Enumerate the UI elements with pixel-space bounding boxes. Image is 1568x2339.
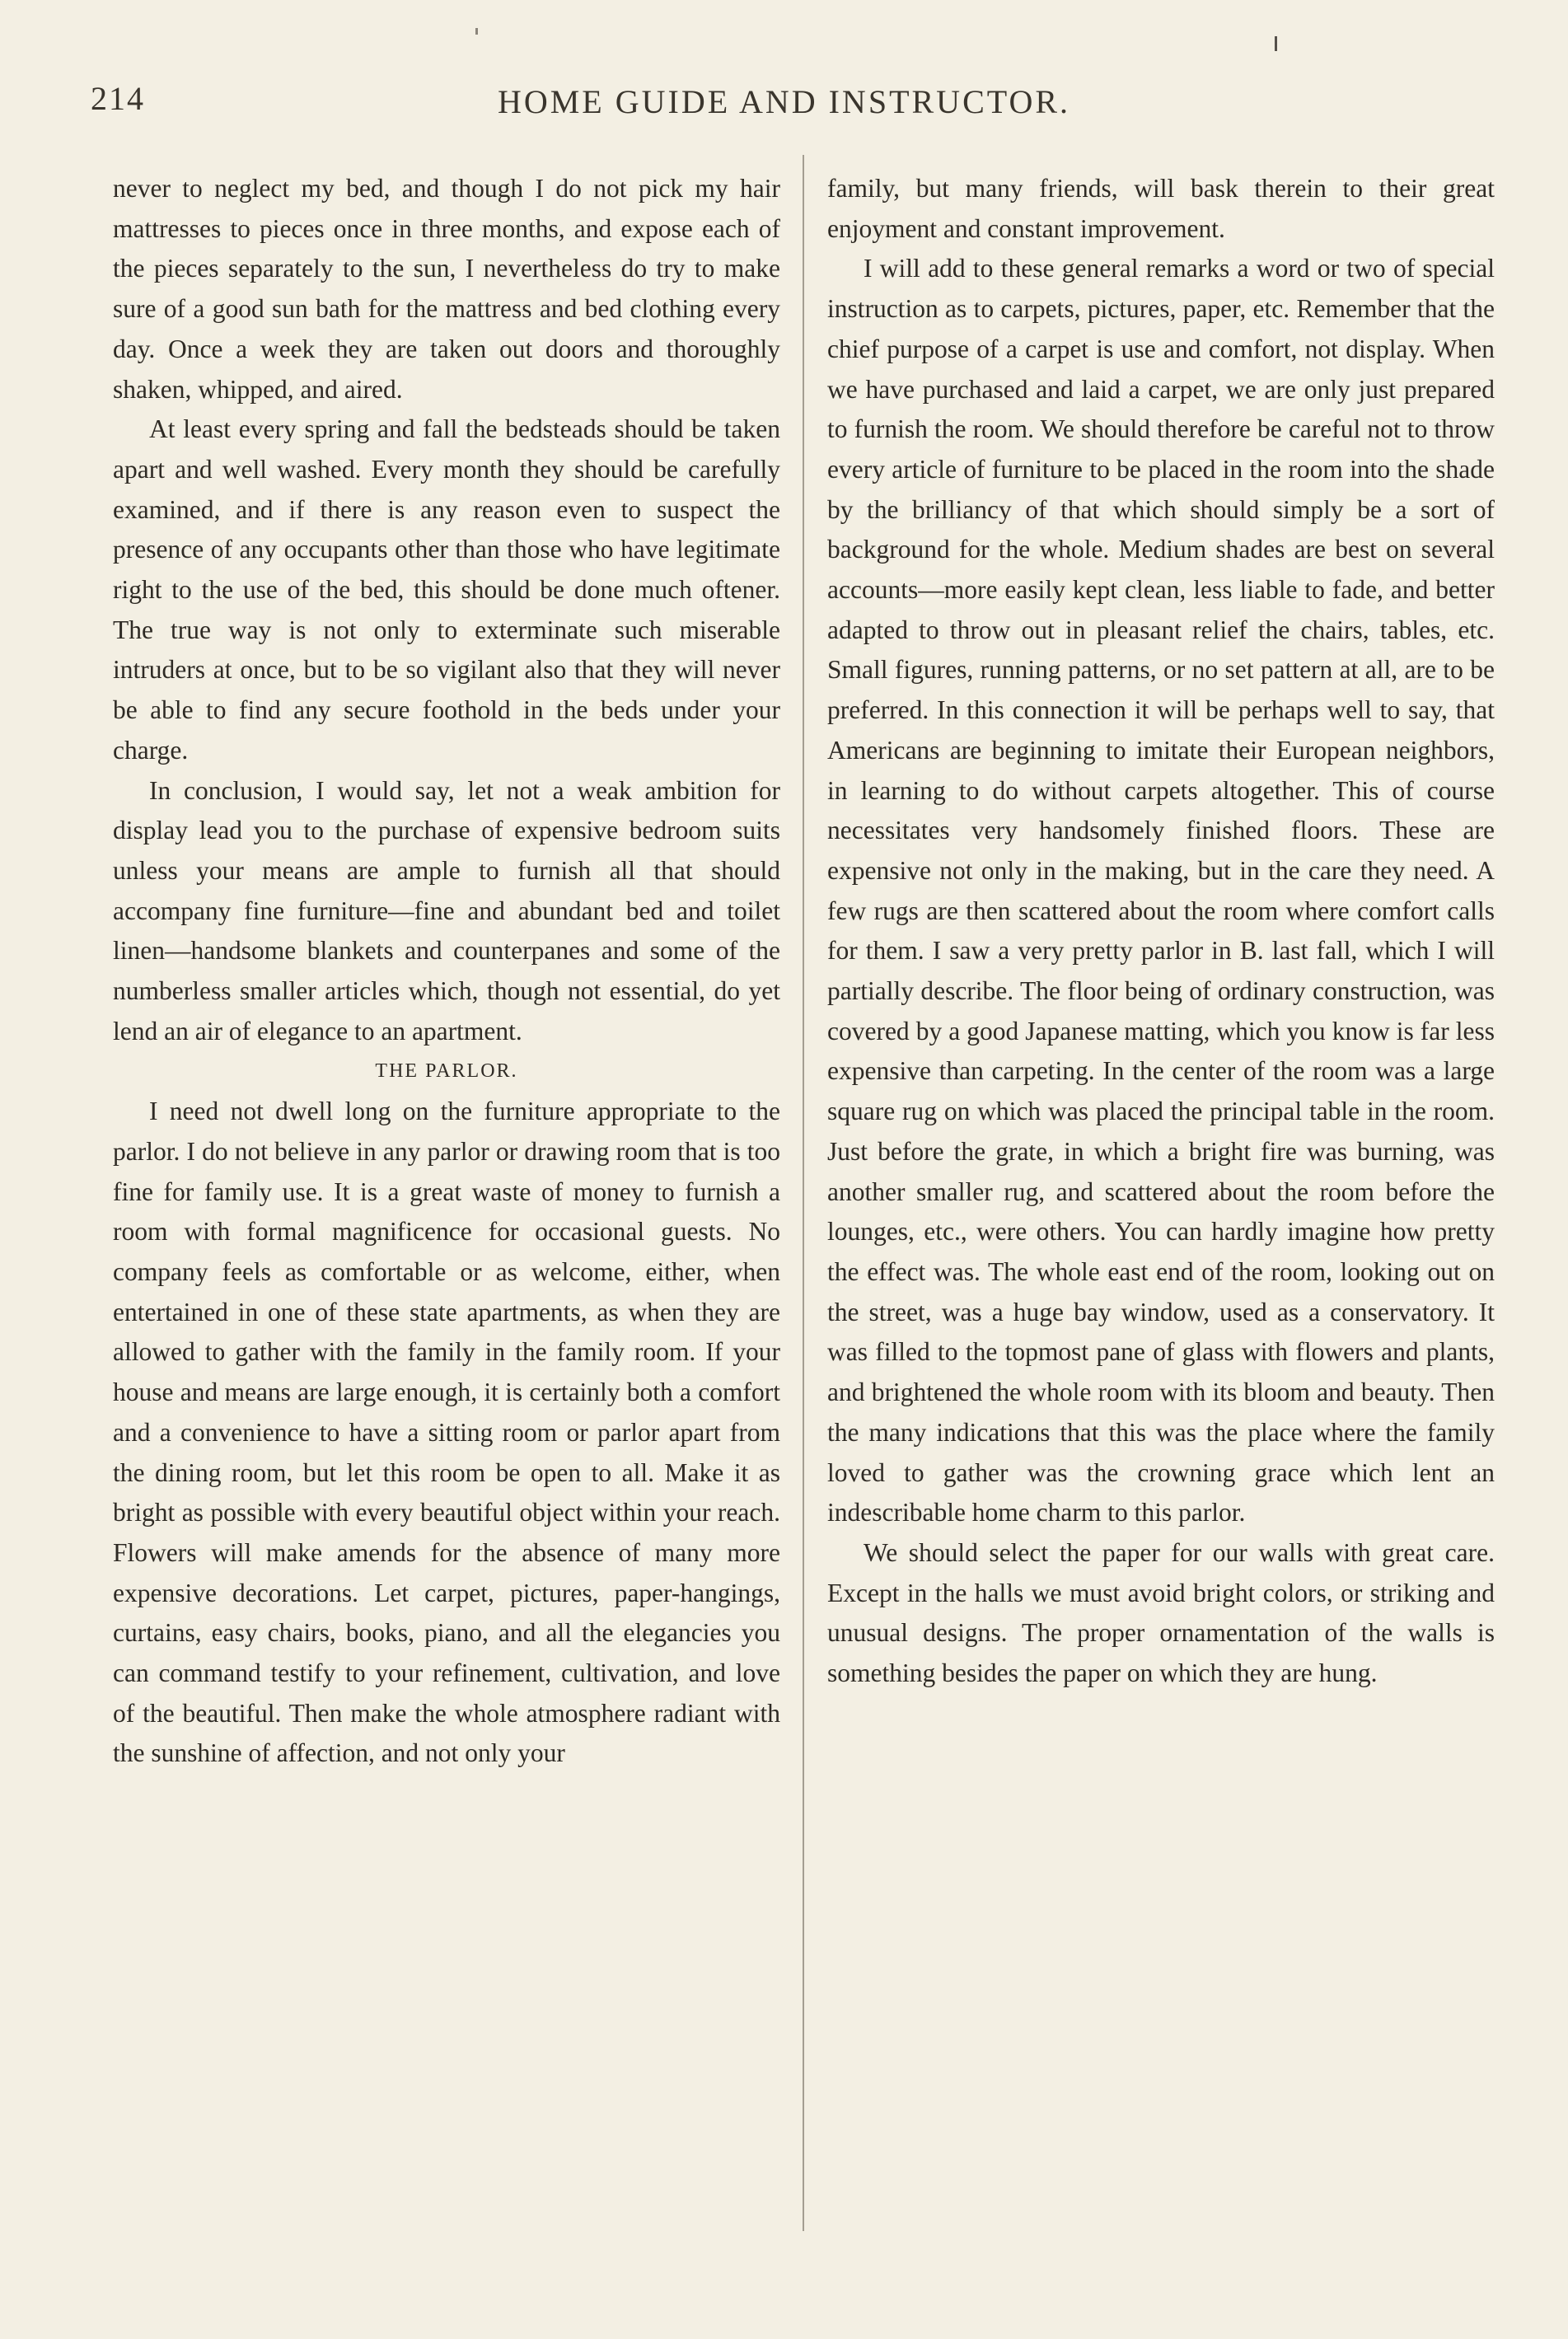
column-rule: [803, 155, 804, 2231]
paragraph: In conclusion, I would say, let not a weak ambition for display lead you to the purchase of expensive bedroom suits unless your means are ample to furnish all that should accompany fine furniture—fine and abundant bed and toilet linen—handsome blankets and counterpanes and some of the numberless smaller articles which, though not essential, do yet lend an air of elegance to an apartment.: [113, 775, 780, 1046]
paragraph: I need not dwell long on the furniture appropriate to the parlor. I do not believe in any parlor or drawing room that is too fine for family use. It is a great waste of money to furnish a room with formal magnificence for occasional guests. No company feels as comfortable or as welcome, either, when entertained in one of these state apartments, as when they are allowed to gather with the family in the family room. If your house and means are large enough, it is certainly both a comfort and a convenience to have a sitting room or parlor apart from the dining room, but let this room be open to all. Make it as bright as possible with every beautiful object within your reach. Flowers will make amends for the absence of many more expensive decorations. Let carpet, pictures, paper-hangings, curtains, easy chairs, books, piano, and all the elegancies you can command testify to your refinement, cultivation, and love of the beautiful. Then make the whole atmosphere radiant with the sunshine of affection, and not only your: [113, 1097, 780, 1768]
paragraph: At least every spring and fall the bedsteads should be taken apart and well washed. Every month they should be carefully examined, and if there is any reason even to suspect the presence of any occupants other than those who have legitimate right to the use of the bed, this should be done much oftener. The true way is not only to exterminate such miserable intruders at once, but to be so vigilant also that they will never be able to find any secure foothold in the beds under your charge.: [113, 414, 780, 765]
page-number: 214: [91, 80, 145, 117]
right-column: [827, 169, 1495, 1694]
paragraph: never to neglect my bed, and though I do not pick my hair mattresses to pieces once in three months, and expose each of the pieces separately to the sun, I nevertheless do try to make sure of a good sun bath for the mattress and bed clothing every day. Once a week they are taken out doors and thoroughly shaken, whipped, and aired.: [113, 174, 780, 404]
paragraph: We should select the paper for our walls with great care. Except in the halls we must avoid bright colors, or striking and unusual designs. The proper ornamentation of the walls is something besides the paper on which they are hung.: [827, 1537, 1495, 1688]
section-heading: THE PARLOR.: [375, 1060, 518, 1083]
paragraph: family, but many friends, will bask therein to their great enjoyment and constant improvement.: [827, 174, 1495, 243]
running-title: HOME GUIDE AND INSTRUCTOR.: [497, 83, 1071, 120]
ink-mark: [475, 28, 478, 35]
left-column: [113, 169, 780, 1774]
ink-mark: [1275, 36, 1277, 51]
paragraph: I will add to these general remarks a word or two of special instruction as to carpets, pictures, paper, etc. Remember that the chief purpose of a carpet is use and comfort, not display. When we have purchased and laid a carpet, we are only just prepared to furnish the room. We should therefore be careful not to throw every article of furniture to be placed in the room into the shade by the brilliancy of that which should simply be a sort of background for the whole. Medium shades are best on several accounts—more easily kept clean, less liable to fade, and better adapted to throw out in pleasant relief the chairs, tables, etc. Small figures, running patterns, or no set pattern at all, are to be preferred. In this connection it will be perhaps well to say, that Americans are beginning to imitate their European neighbors, in learning to do without carpets altogether. This of course necessitates very handsomely finished floors. These are expensive not only in the making, but in the care they need. A few rugs are then scattered about the room where comfort calls for them. I saw a very pretty parlor in B. last fall, which I will partially describe. The floor being of ordinary construction, was covered by a good Japanese matting, which you know is far less expensive than carpeting. In the center of the room was a large square rug on which was placed the principal table in the room. Just before the grate, in which a bright fire was burning, was another smaller rug, and scattered about the room before the lounges, etc., were others. You can hardly imagine how pretty the effect was. The whole east end of the room, looking out on the street, was a huge bay window, used as a conservatory. It was filled to the topmost pane of glass with flowers and plants, and brightened the whole room with its bloom and beauty. Then the many indications that this was the place where the family loved to gather was the crowning grace which lent an indescribable home charm to this parlor.: [827, 254, 1495, 1527]
